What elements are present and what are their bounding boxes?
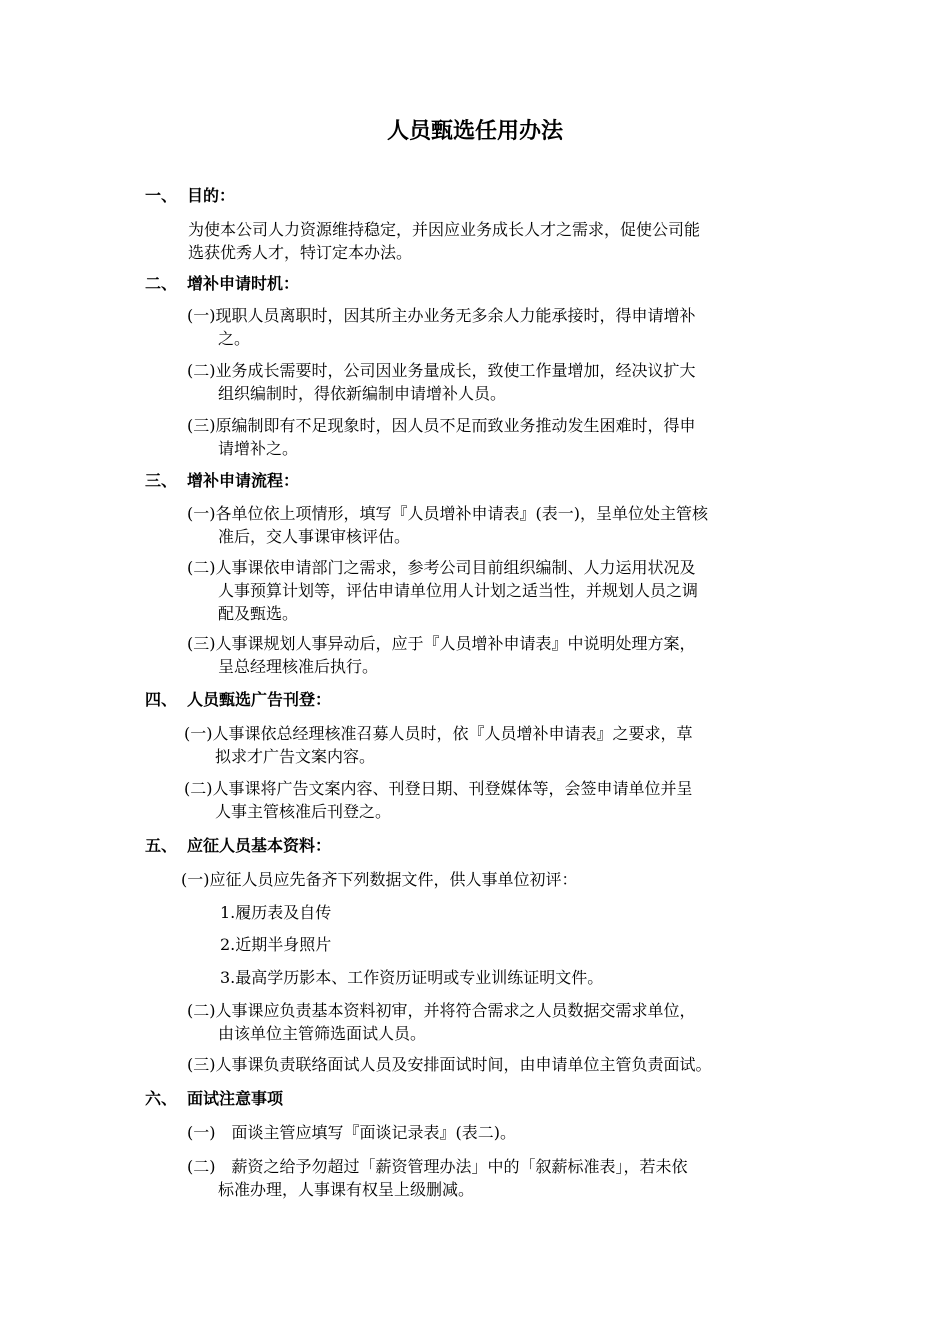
section-title: 增补申请时机： bbox=[187, 274, 300, 293]
sub-list-item: 3.最高学历影本、工作资历证明或专业训练证明文件。 bbox=[220, 968, 604, 987]
sub-list-item: 1.履历表及自传 bbox=[220, 903, 332, 922]
list-item: (二)人事课依申请部门之需求，参考公司目前组织编制、人力运用状况及 人事预算计划等，评估申请单位用人计划之适当性，并规划人员之调 配及甄选。 bbox=[187, 558, 699, 623]
paragraph-line: 为使本公司人力资源维持稳定，并因应业务成长人才之需求，促使公司能 bbox=[188, 220, 701, 239]
list-item: (一)现职人员离职时，因其所主办业务无多余人力能承接时，得申请增补 之。 bbox=[187, 306, 696, 348]
document-title: 人员甄选任用办法 bbox=[386, 119, 563, 144]
sub-list-item: 2.近期半身照片 bbox=[220, 935, 332, 954]
section-number: 二、 bbox=[145, 274, 178, 293]
list-item: (三)原编制即有不足现象时，因人员不足而致业务推动发生困难时，得申 请增补之。 bbox=[187, 416, 696, 458]
section-number: 三、 bbox=[145, 471, 178, 490]
section-number: 六、 bbox=[145, 1089, 178, 1108]
list-item: (二) 薪资之给予勿超过「薪资管理办法」中的「叙薪标准表」，若未依 标准办理，人事课有权呈上级删减。 bbox=[187, 1157, 688, 1199]
section-title: 面试注意事项 bbox=[187, 1089, 284, 1108]
section-title: 应征人员基本资料： bbox=[187, 836, 332, 855]
section-number: 四、 bbox=[145, 690, 178, 709]
paragraph-line: 选获优秀人才，特订定本办法。 bbox=[188, 243, 413, 262]
section-title: 目的： bbox=[187, 186, 236, 205]
section-heading-4 bbox=[145, 688, 331, 712]
section-title: 人员甄选广告刊登： bbox=[187, 690, 332, 709]
section-number: 一、 bbox=[145, 186, 178, 205]
list-item: (一)人事课依总经理核准召募人员时，依『人员增补申请表』之要求，草 拟求才广告文案内容。 bbox=[184, 724, 693, 766]
section-heading-5 bbox=[145, 834, 331, 858]
section-heading-6 bbox=[145, 1087, 283, 1111]
list-item: (二)人事课应负责基本资料初审，并将符合需求之人员数据交需求单位， 由该单位主管筛选面试人员。 bbox=[187, 1001, 696, 1043]
section-number: 五、 bbox=[145, 836, 178, 855]
list-item: (三)人事课负责联络面试人员及安排面试时间，由申请单位主管负责面试。 bbox=[187, 1055, 712, 1074]
list-item: (一)应征人员应先备齐下列数据文件，供人事单位初评： bbox=[181, 870, 578, 889]
list-item: (二)业务成长需要时，公司因业务量成长，致使工作量增加，经决议扩大 组织编制时，得依新编制申请增补人员。 bbox=[187, 361, 696, 403]
section-heading-2 bbox=[145, 272, 299, 296]
list-item: (一) 面谈主管应填写『面谈记录表』(表二)。 bbox=[187, 1123, 516, 1142]
section-paragraph-1 bbox=[188, 218, 806, 264]
list-item: (二)人事课将广告文案内容、刊登日期、刊登媒体等，会签申请单位并呈 人事主管核准后刊登之。 bbox=[184, 779, 693, 821]
section-heading-3 bbox=[145, 469, 299, 493]
list-item: (一)各单位依上项情形，填写『人员增补申请表』(表一)，呈单位处主管核 准后，交人事课审核评估。 bbox=[187, 504, 708, 546]
section-heading-1 bbox=[145, 184, 235, 208]
section-title: 增补申请流程： bbox=[187, 471, 300, 490]
list-item: (三)人事课规划人事异动后，应于『人员增补申请表』中说明处理方案， 呈总经理核准后执行。 bbox=[187, 634, 696, 676]
